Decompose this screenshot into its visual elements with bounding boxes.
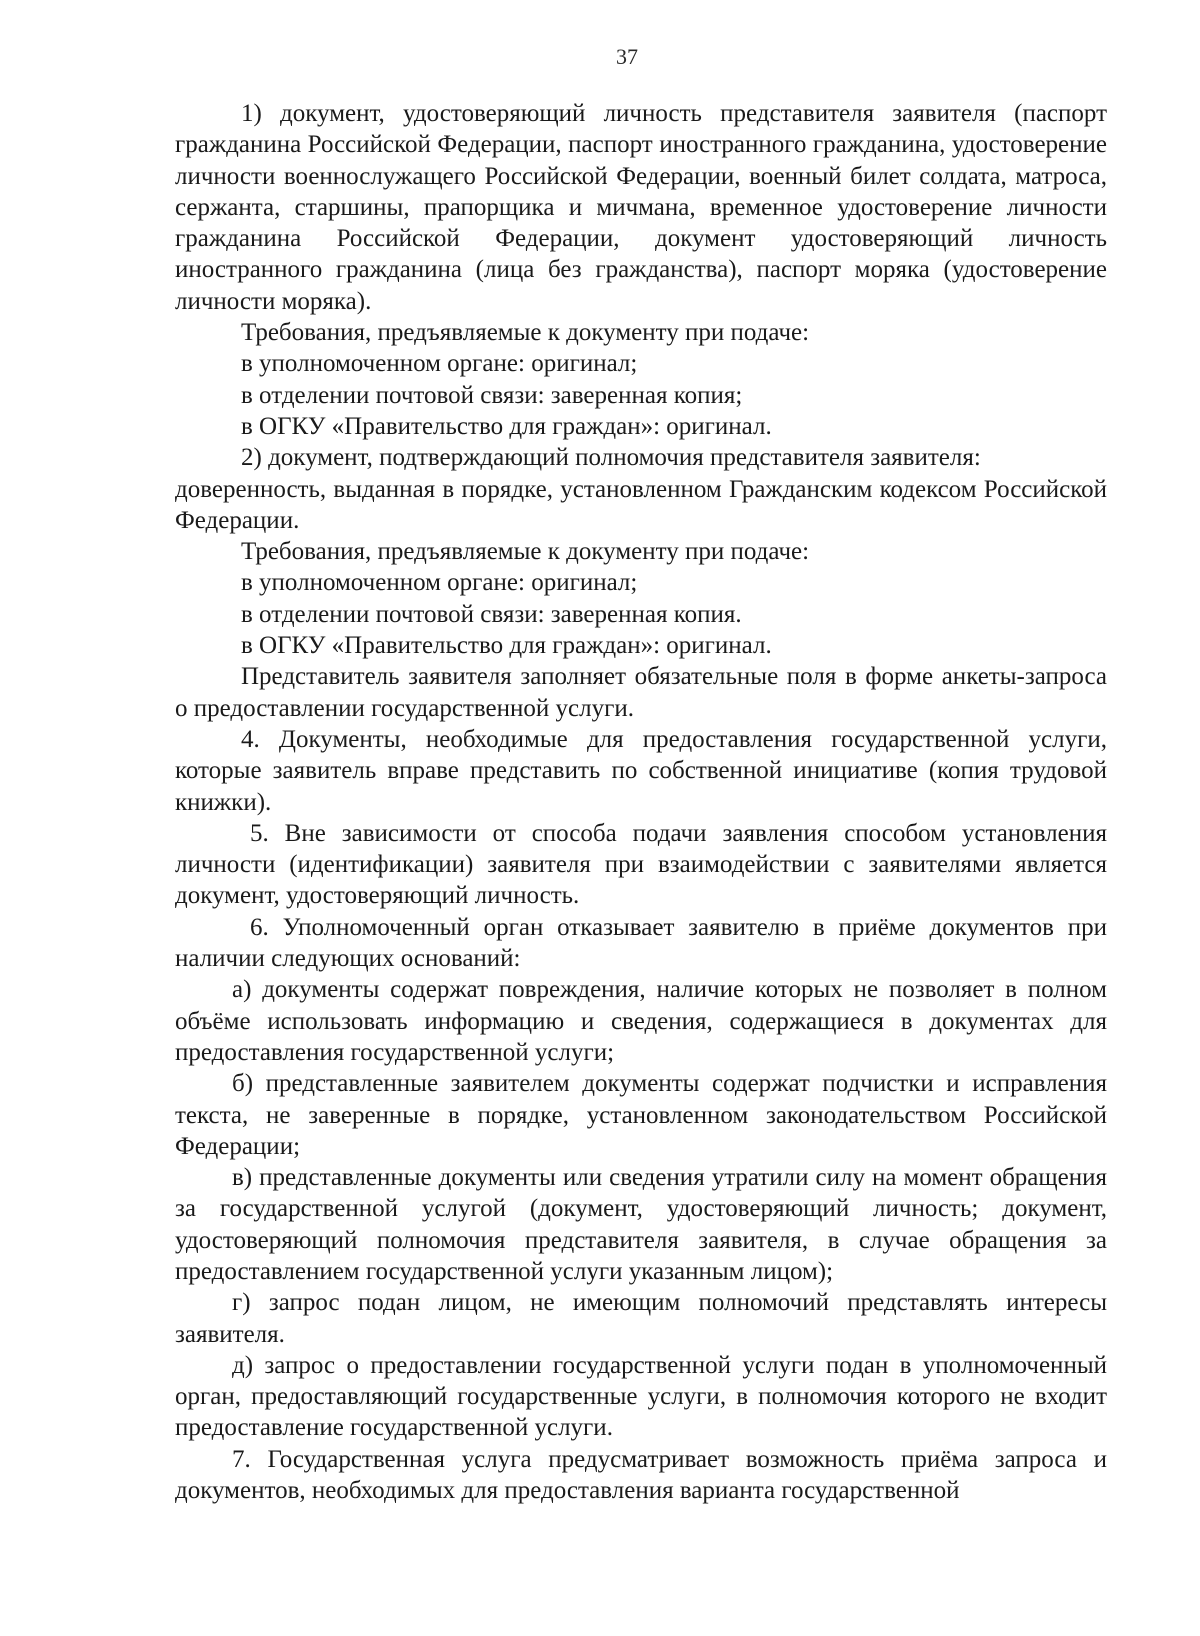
paragraph-requirement-authorized-body-2: в уполномоченном органе: оригинал; xyxy=(241,569,638,597)
paragraph-requirements-heading: Требования, предъявляемые к документу при подаче: xyxy=(241,319,810,347)
paragraph-item-6b: б) представленные заявителем документы содержат подчистки и исправления текста, не заверенные в порядке, установленном законодательством Российской Федерации; xyxy=(175,1070,1107,1160)
paragraph-item-6: 6. Уполномоченный орган отказывает заявителю в приёме документов при наличии следующих оснований: xyxy=(175,913,1107,973)
paragraph-representative-fills-form: Представитель заявителя заполняет обязательные поля в форме анкеты-запроса о предоставлении государственной услуги. xyxy=(175,663,1107,722)
paragraph-requirement-post-office: в отделении почтовой связи: заверенная копия; xyxy=(241,381,743,409)
paragraph-power-of-attorney: доверенность, выданная в порядке, установленном Гражданским кодексом Российской Федерации. xyxy=(175,475,1107,534)
paragraph-representative-id-documents: 1) документ, удостоверяющий личность представителя заявителя (паспорт гражданина Российской Федерации, паспорт иностранного гражданина, удостоверение личности военнослужащего Российской Федерации, военный билет солдата, матроса, сержанта, старшины, прапорщика и мичмана, временное удостоверение личности гражданина Российской Федерации, документ удостоверяющий личность иностранного гражданина (лица без гражданства), паспорт моряка (удостоверение личности моряка). xyxy=(175,100,1107,315)
paragraph-item-6v: в) представленные документы или сведения утратили силу на момент обращения за государственной услугой (документ, удостоверяющий личность; документ, удостоверяющий полномочия представителя заявителя, в случае обращения за предоставлением государственной услуги указанным лицом); xyxy=(175,1164,1107,1285)
paragraph-item-7-clip xyxy=(175,1444,1107,1507)
paragraph-requirement-ogku-2: в ОГКУ «Правительство для граждан»: оригинал. xyxy=(241,632,772,660)
paragraph-requirement-authorized-body: в уполномоченном органе: оригинал; xyxy=(241,350,638,378)
paragraph-requirement-post-office-2: в отделении почтовой связи: заверенная копия. xyxy=(241,600,742,628)
document-body xyxy=(175,98,1107,1506)
paragraph-item-5: 5. Вне зависимости от способа подачи заявления способом установления личности (идентификации) заявителя при взаимодействии с заявителями является документ, удостоверяющий личность. xyxy=(175,819,1107,910)
paragraph-item-6g: г) запрос подан лицом, не имеющим полномочий представлять интересы заявителя. xyxy=(175,1289,1107,1348)
page-number: 37 xyxy=(616,44,638,69)
paragraph-item-6a: а) документы содержат повреждения, наличие которых не позволяет в полном объёме использовать информацию и сведения, содержащиеся в документах для предоставления государственной услуги; xyxy=(175,976,1107,1066)
paragraph-requirement-ogku: в ОГКУ «Правительство для граждан»: оригинал. xyxy=(241,412,772,440)
paragraph-item-6d: д) запрос о предоставлении государственной услуги подан в уполномоченный орган, предоставляющий государственные услуги, в полномочия которого не входит предоставление государственной услуги. xyxy=(175,1351,1107,1442)
paragraph-requirements-heading-2: Требования, предъявляемые к документу при подаче: xyxy=(241,538,810,566)
paragraph-item-4: 4. Документы, необходимые для предоставления государственной услуги, которые заявитель вправе представить по собственной инициативе (копия трудовой книжки). xyxy=(175,725,1107,816)
paragraph-authority-document: 2) документ, подтверждающий полномочия представителя заявителя: xyxy=(241,444,981,472)
paragraph-item-7: 7. Государственная услуга предусматривает возможность приёма запроса и документов, необходимых для предоставления варианта государственной xyxy=(175,1445,1107,1505)
